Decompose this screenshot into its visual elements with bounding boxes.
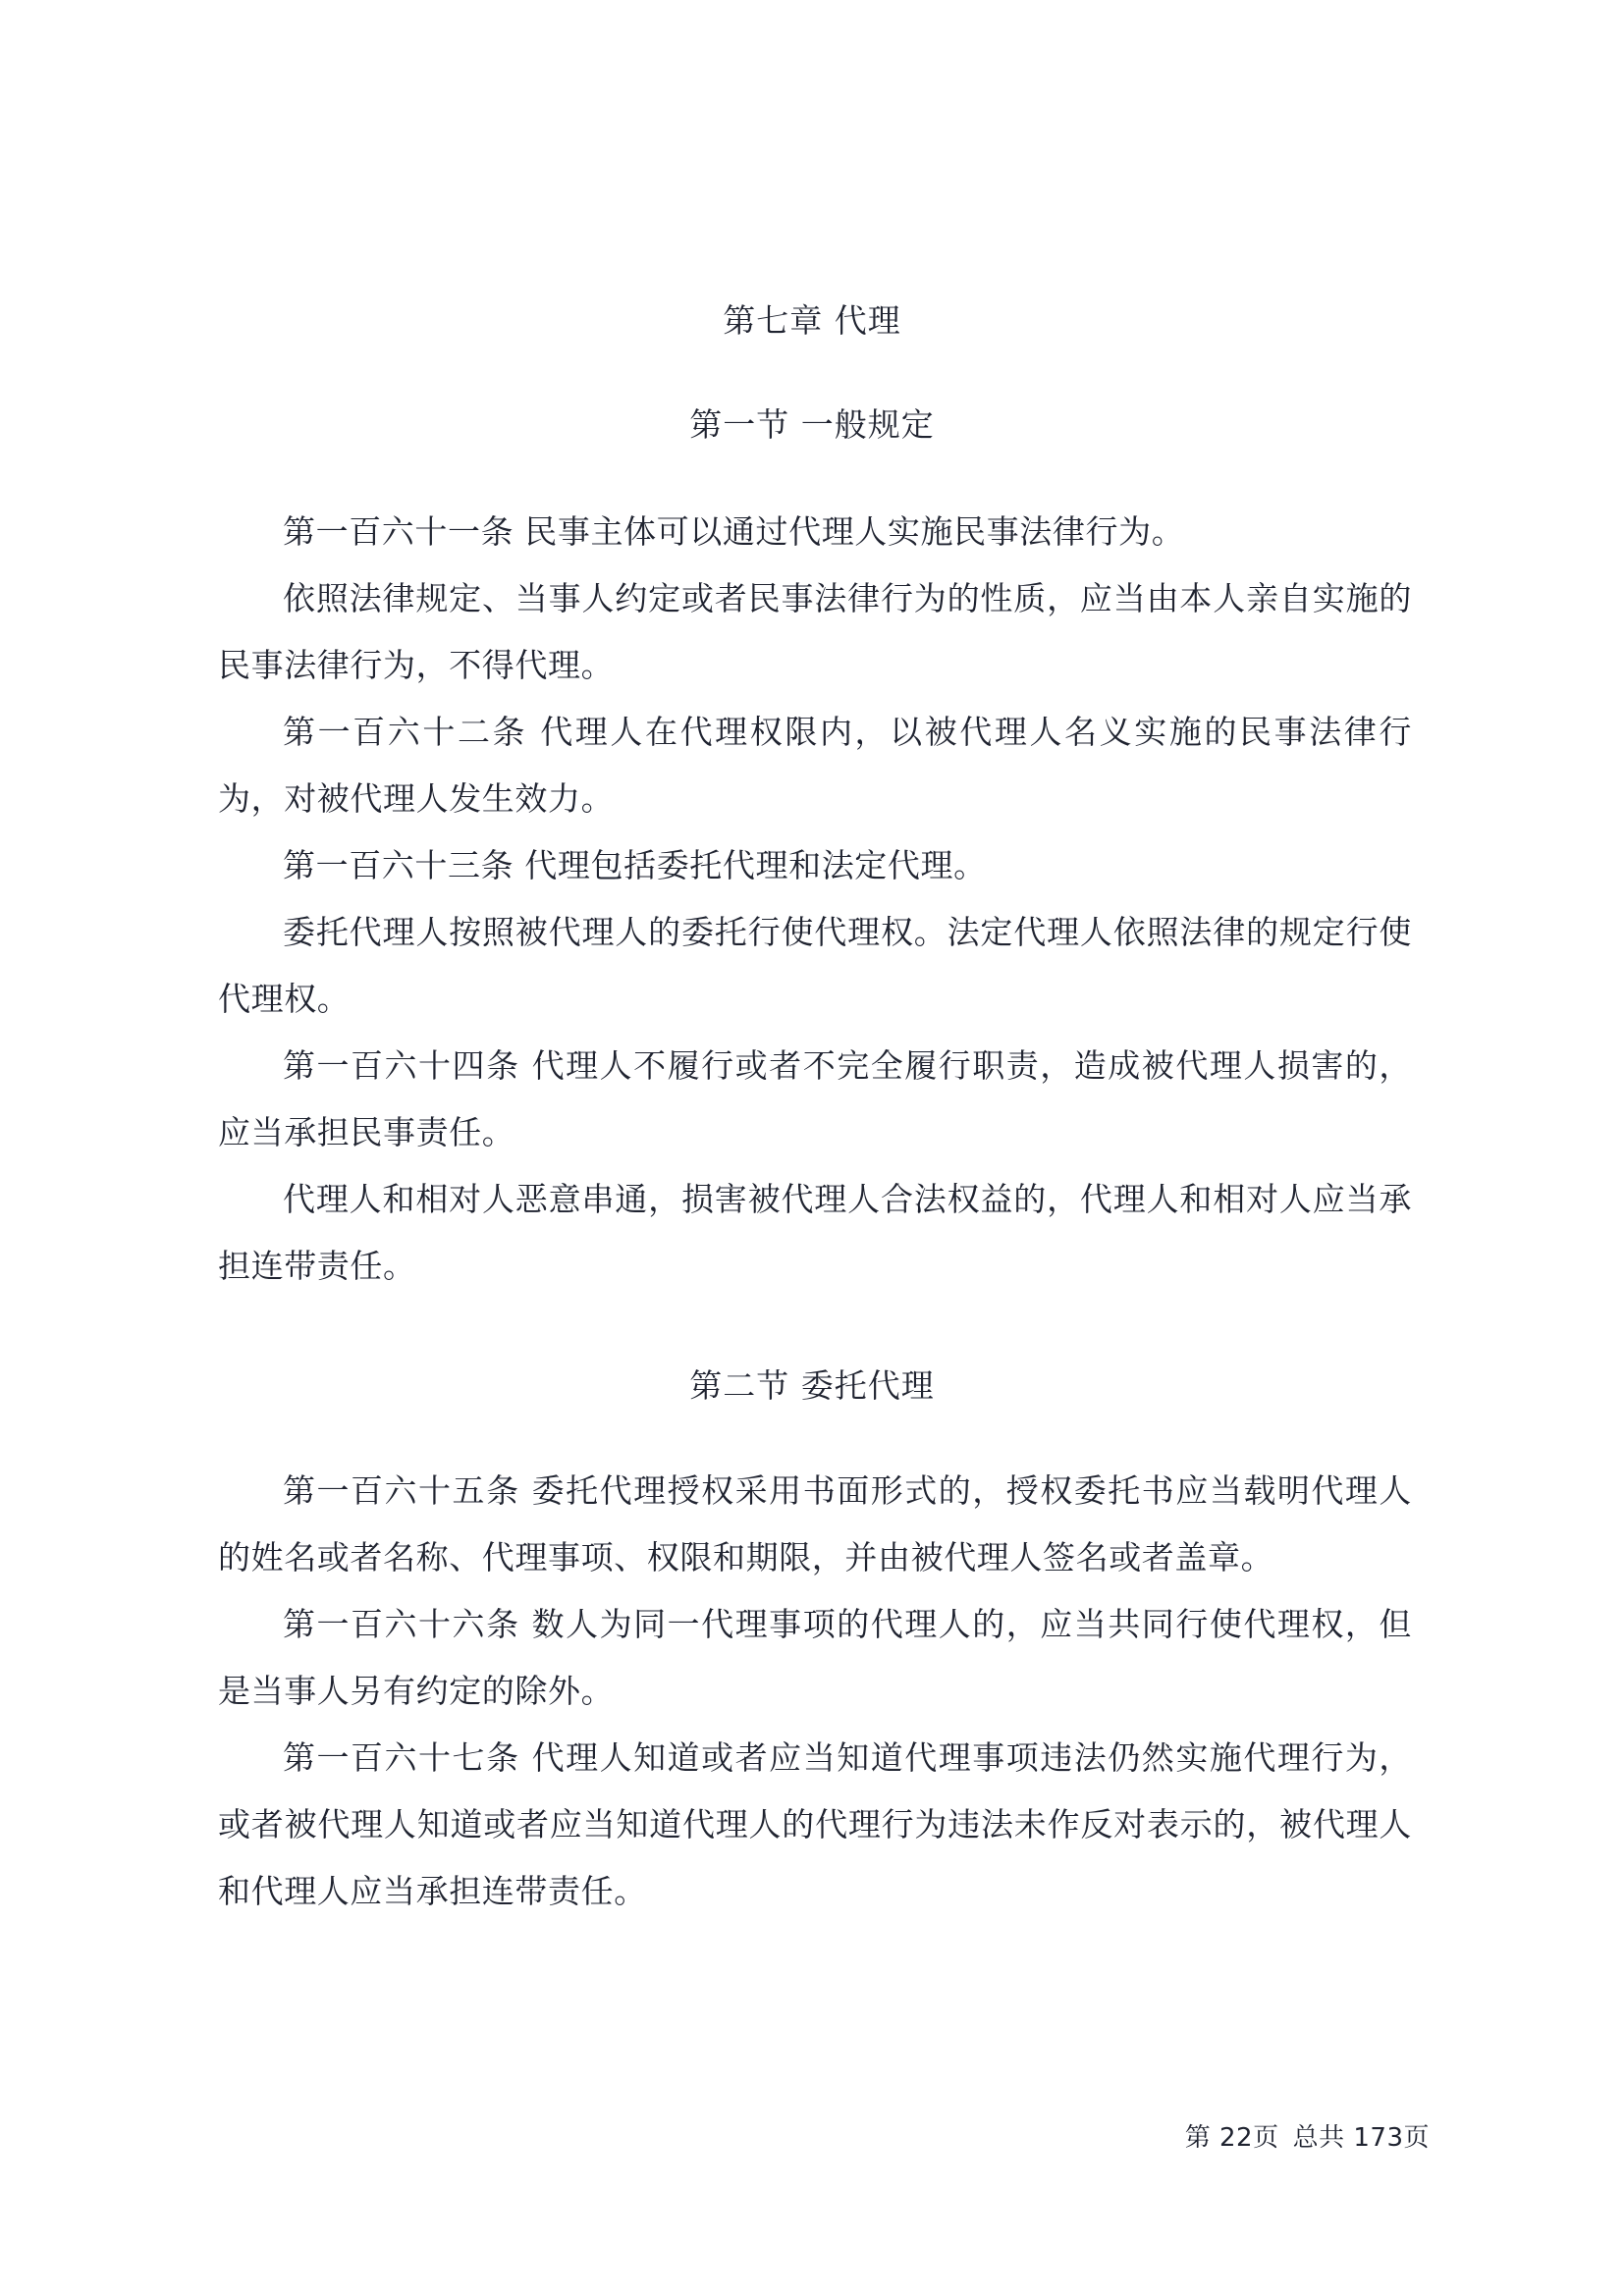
article-paragraph: 第一百六十六条 数人为同一代理事项的代理人的，应当共同行使代理权，但是当事人另有约定的除外。 — [218, 1605, 1412, 1710]
page-footer — [1185, 2121, 1430, 2155]
chapter-title: 第七章 代理 — [723, 301, 901, 340]
section-title: 第二节 委托代理 — [689, 1366, 935, 1405]
article-paragraph: 第一百六十二条 代理人在代理权限内，以被代理人名义实施的民事法律行为，对被代理人发生效力。 — [218, 713, 1412, 818]
article-paragraph: 第一百六十四条 代理人不履行或者不完全履行职责，造成被代理人损害的，应当承担民事责任。 — [218, 1046, 1412, 1151]
article-paragraph: 依照法律规定、当事人约定或者民事法律行为的性质，应当由本人亲自实施的民事法律行为，不得代理。 — [218, 579, 1412, 684]
page-total: 总共 173页 — [1292, 2123, 1430, 2153]
article-paragraph: 第一百六十一条 民事主体可以通过代理人实施民事法律行为。 — [283, 512, 1185, 551]
section-body — [218, 1458, 1412, 1925]
article-paragraph: 第一百六十三条 代理包括委托代理和法定代理。 — [283, 846, 987, 884]
article-paragraph: 第一百六十七条 代理人知道或者应当知道代理事项违法仍然实施代理行为，或者被代理人知道或者应当知道代理人的代理行为违法未作反对表示的，被代理人和代理人应当承担连带责任。 — [218, 1738, 1412, 1910]
article-paragraph: 代理人和相对人恶意串通，损害被代理人合法权益的，代理人和相对人应当承担连带责任。 — [218, 1180, 1412, 1285]
section-title: 第一节 一般规定 — [689, 405, 935, 444]
article-paragraph: 委托代理人按照被代理人的委托行使代理权。法定代理人依照法律的规定行使代理权。 — [218, 913, 1412, 1018]
page-number: 第 22页 — [1184, 2123, 1279, 2153]
section-body — [218, 499, 1412, 1300]
article-paragraph: 第一百六十五条 委托代理授权采用书面形式的，授权委托书应当载明代理人的姓名或者名称、代理事项、权限和期限，并由被代理人签名或者盖章。 — [218, 1471, 1412, 1576]
